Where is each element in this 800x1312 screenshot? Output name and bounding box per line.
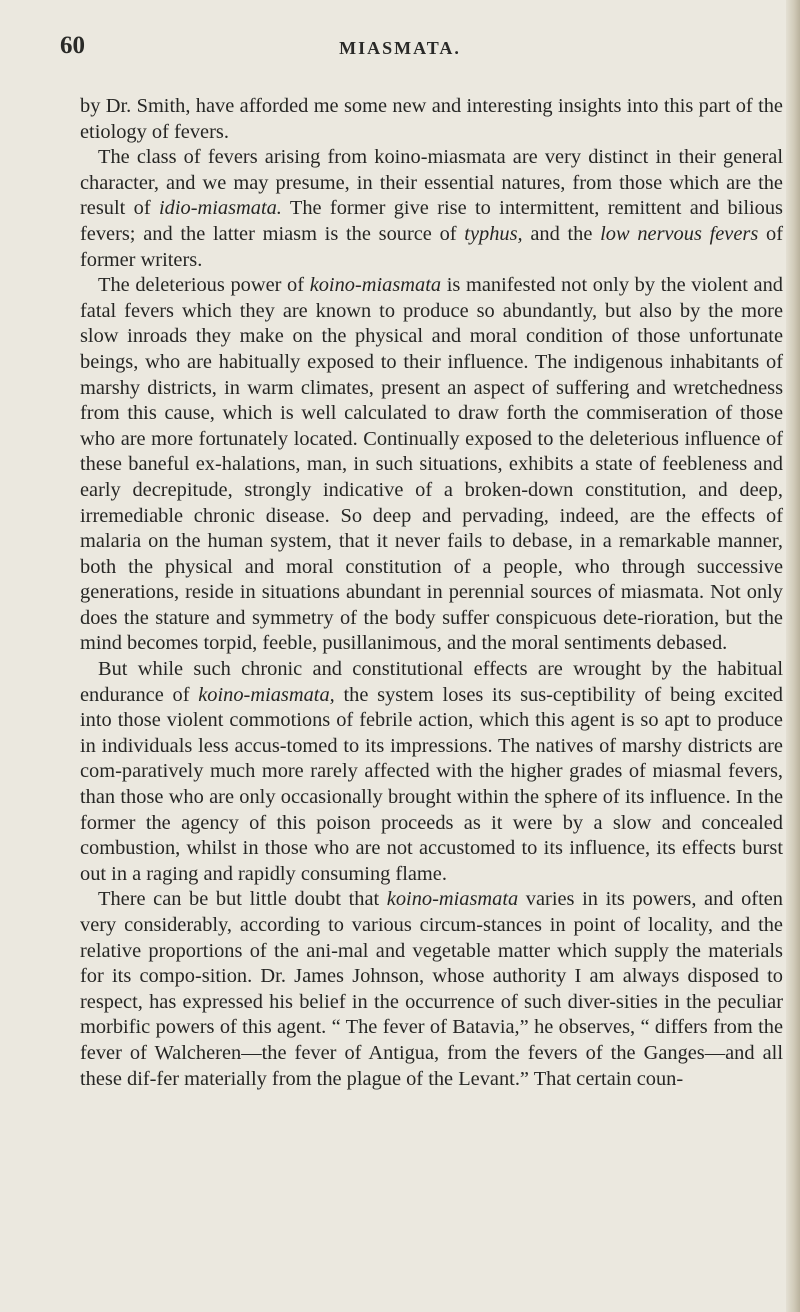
page-edge-shadow — [786, 0, 800, 1312]
italic-term: koino-miasmata — [386, 888, 519, 911]
text-run: The deleterious power of — [98, 274, 310, 297]
page-header — [0, 28, 800, 76]
text-run: of former writers. — [80, 222, 784, 271]
text-run: There can be but little doubt that — [98, 888, 387, 911]
paragraph — [80, 145, 783, 273]
italic-term: idio-miasmata. — [158, 197, 282, 220]
text-run: and the — [522, 222, 601, 245]
paragraph — [80, 94, 783, 145]
text-run: But while such chronic and constitutional effects are wrought by the habitual endurance of — [80, 658, 783, 706]
text-run: The former give rise to intermittent, remittent and bilious fevers; and the latter miasm is the source of — [80, 197, 783, 245]
text-run: The class of fevers arising from koino-miasmata are very distinct in their general character, and we may presume, in their essential natures, from those which are the result of — [80, 146, 783, 220]
body-text — [80, 94, 783, 1092]
paragraph — [80, 273, 783, 657]
running-head: MIASMATA. — [339, 38, 461, 58]
page-number: 60 — [60, 32, 85, 59]
text-run: by Dr. Smith, have afforded me some new and interesting insights into this part of the etiology of fevers. — [80, 95, 783, 143]
italic-term: low nervous fevers — [600, 222, 759, 245]
text-run: is manifested not only by the violent and fatal fevers which they are known to produce so abundantly, but also by the more slow inroads they make on the physical and moral condition of those unfortunate beings, who are habitually exposed to their influence. The indigenous inhabitants of marshy districts, in warm climates, present an aspect of suffering and wretchedness from this cause, which is well calculated to draw forth the commiseration of those who are more fortunately located. Continually exposed to the deleterious influence of these baneful ex-halations, man, in such situations, exhibits a state of feebleness and early decrepitude, strongly indicative of a broken-down constitution, and deep, irremediable chronic disease. So deep and pervading, indeed, are the effects of malaria on the human system, that it never fails to debase, in a remarkable manner, both the physical and moral constitution of a people, who through successive generations, reside in situations abundant in perennial sources of miasmata. Not only does the stature and symmetry of the body suffer conspicuous dete-rioration, but the mind becomes torpid, feeble, pusillanimous, and the moral sentiments debased. — [80, 274, 783, 655]
italic-term: koino-miasmata, — [198, 683, 335, 706]
text-run: the system loses its sus-ceptibility of being excited into those violent commotions of febrile action, which this agent is so apt to produce in individuals less accus-tomed to its impressions. The natives of marshy districts are com-paratively much more rarely affected with the higher grades of miasmal fevers, than those who are only occasionally brought within the sphere of its influence. In the former the agency of this poison proceeds as it were by a slow and concealed combustion, whilst in those who are not accustomed to its influence, its effects burst out in a raging and rapidly consuming flame. — [80, 683, 783, 885]
italic-term: koino-miasmata — [309, 274, 442, 297]
italic-term: typhus, — [464, 222, 523, 245]
text-run: varies in its powers, and often very considerably, according to various circum-stances in point of locality, and the relative proportions of the ani-mal and vegetable matter which supply the materials for its compo-sition. Dr. James Johnson, whose authority I am always disposed to respect, has expressed his belief in the occurrence of such diver-sities in the peculiar morbific powers of this agent. “ The fever of Batavia,” he observes, “ differs from the fever of Walcheren—the fever of Antigua, from the fevers of the Ganges—and all these dif-fer materially from the plague of the Levant.” That certain coun- — [80, 888, 783, 1090]
paragraph — [80, 657, 783, 887]
paragraph — [80, 887, 783, 1092]
